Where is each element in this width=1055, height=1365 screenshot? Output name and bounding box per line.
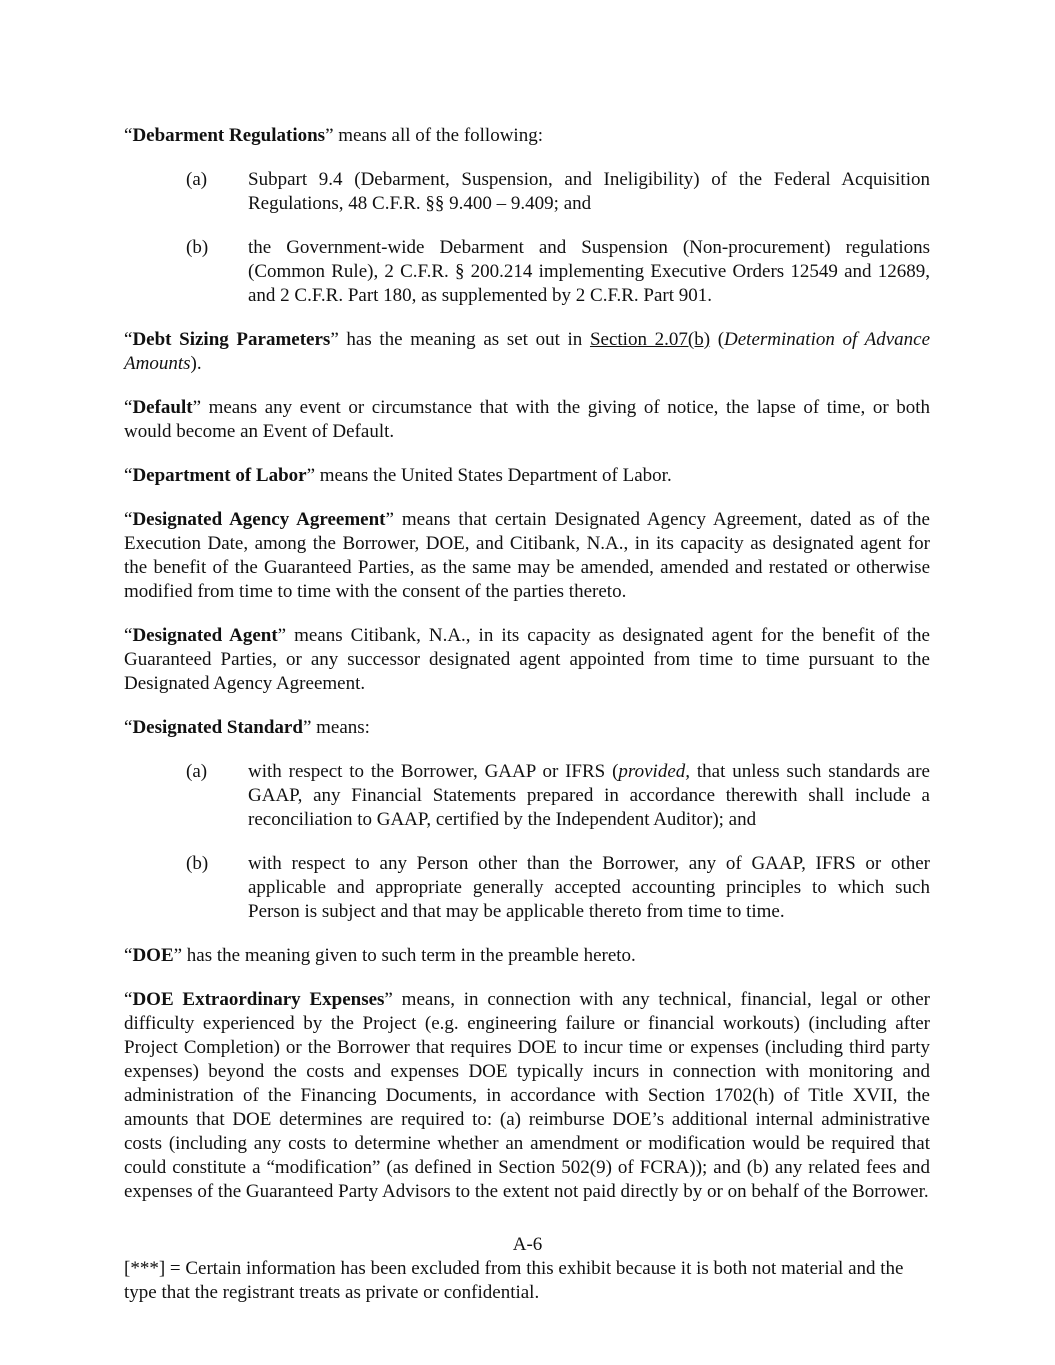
clause-label: (a) — [186, 169, 208, 190]
definition-doe: “DOE” has the meaning given to such term in the preamble hereto. — [124, 945, 636, 966]
clause-label: (a) — [186, 761, 208, 782]
defined-term: DOE — [132, 945, 174, 966]
section-reference-link[interactable]: Section 2.07(b) — [589, 329, 711, 350]
defined-term: Default — [132, 397, 193, 418]
defined-term: Designated Standard — [132, 717, 303, 738]
italic-heading: Determination of Advance Amounts — [124, 329, 931, 374]
page-number: A-6 — [512, 1234, 543, 1255]
defined-term: Designated Agent — [132, 625, 278, 646]
defined-term: Debt Sizing Parameters — [132, 329, 331, 350]
clause-label: (b) — [186, 853, 209, 874]
definition-designated-standard: “Designated Standard” means: — [124, 717, 370, 738]
definition-designated-agency-agreement: “Designated Agency Agreement” means that certain Designated Agency Agreement, dated as of the Execution Date, among the Borrower, DOE, and Citibank, N.A., in its capacity as designated agent for the benefit of the Guaranteed Parties, as the same may be amended, amended and restated or otherwise modified from time to time with the consent of the parties thereto. — [124, 509, 930, 602]
definition-debt-sizing-parameters: “Debt Sizing Parameters” has the meaning as set out in Section 2.07(b) (Determination of Advance Amounts). — [124, 329, 931, 374]
definition-debarment-regulations: “Debarment Regulations” means all of the following: — [124, 125, 543, 146]
clause-text: Subpart 9.4 (Debarment, Suspension, and Ineligibility) of the Federal Acquisition Regulations, 48 C.F.R. §§ 9.400 – 9.409; and — [248, 169, 930, 214]
clause-label: (b) — [186, 237, 209, 258]
clause-text: with respect to any Person other than the Borrower, any of GAAP, IFRS or other applicable and appropriate generally accepted accounting principles to which such Person is subject and that may be applicable thereto from time to time. — [248, 853, 930, 922]
defined-term: Debarment Regulations — [132, 125, 326, 146]
document-page — [124, 124, 930, 1224]
defined-term: Designated Agency Agreement — [132, 509, 386, 530]
definition-designated-agent: “Designated Agent” means Citibank, N.A., in its capacity as designated agent for the benefit of the Guaranteed Parties, or any successor designated agent appointed from time to time pursuant to the Designated Agency Agreement. — [124, 625, 930, 694]
defined-term: Department of Labor — [132, 465, 307, 486]
sub-clause-b — [124, 852, 930, 924]
clause-text: the Government-wide Debarment and Suspension (Non-procurement) regulations (Common Rule), 2 C.F.R. § 200.214 implementing Executive Orders 12549 and 12689, and 2 C.F.R. Part 180, as supplemented by 2 C.F.R. Part 901. — [248, 237, 930, 306]
clause-text: with respect to the Borrower, GAAP or IFRS (provided, that unless such standards are GAAP, any Financial Statements prepared in accordance therewith shall include a reconciliation to GAAP, certified by the Independent Auditor); and — [248, 761, 930, 830]
definition-default: “Default” means any event or circumstance that with the giving of notice, the lapse of time, or both would become an Event of Default. — [124, 397, 930, 442]
sub-clause-a — [124, 168, 930, 216]
confidentiality-note: [***] = Certain information has been excluded from this exhibit because it is both not material and the type that the registrant treats as private or confidential. — [124, 1258, 904, 1303]
definition-doe-extraordinary-expenses: “DOE Extraordinary Expenses” means, in connection with any technical, financial, legal or other difficulty experienced by the Project (e.g. engineering failure or financial workouts) (including after Project Completion) or the Borrower that requires DOE to incur time or expenses (including third party expenses) beyond the costs and expenses DOE typically incurs in connection with monitoring and administration of the Financing Documents, in accordance with Section 1702(h) of Title XVII, the amounts that DOE determines are required to: (a) reimburse DOE’s additional internal administrative costs (including any costs to determine whether an amendment or modification would be required that could constitute a “modification” (as defined in Section 502(9) of FCRA)); and (b) any related fees and expenses of the Guaranteed Party Advisors to the extent not paid directly by or on behalf of the Borrower. — [124, 989, 930, 1202]
sub-clause-a — [124, 760, 930, 832]
definition-department-of-labor: “Department of Labor” means the United States Department of Labor. — [124, 465, 672, 486]
sub-clause-b — [124, 236, 930, 308]
defined-term: DOE Extraordinary Expenses — [132, 989, 385, 1010]
